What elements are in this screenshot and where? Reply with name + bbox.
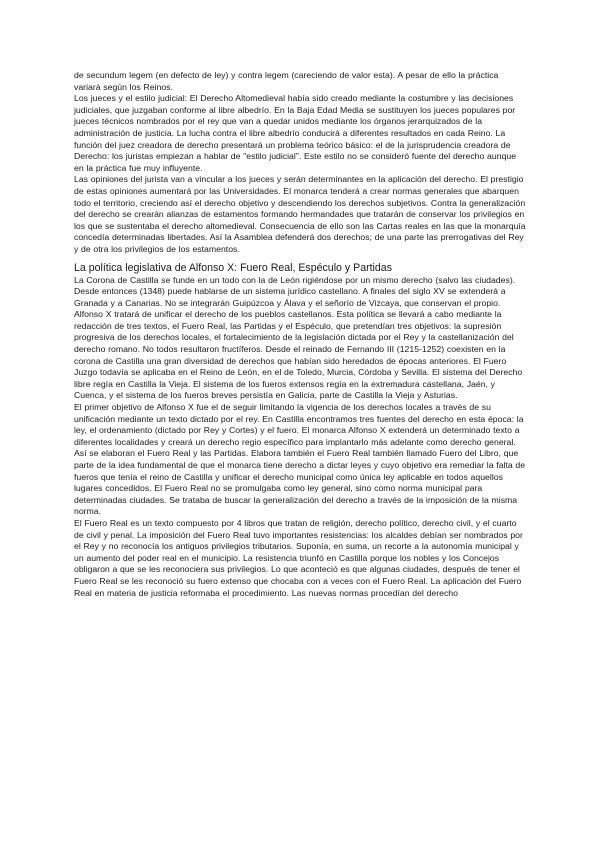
document-page: [74, 70, 526, 599]
paragraph-fuero-real-libros: El Fuero Real es un texto compuesto por 4 libros que tratan de religión, derecho político, derecho civil, y el cuarto de civil y penal. La imposición del Fuero Real tuvo importantes resistencias: los alcaldes debían ser nombrados por el Rey y no reconocía los antiguos privilegios tributarios. Suponía, en suma, un recorte a la autonomía municipal y un aumento del poder real en el municipio. La resistencia triunfó en Castilla porque los nobles y los Concejos obligaron a que se les reconociera sus privilegios. Lo que aconteció es que algunas ciudades, después de tener el Fuero Real se les reconoció su fuero extenso que chocaba con a veces con el Fuero Real. La aplicación del Fuero Real en materia de justicia reformaba el procedimiento. Las nuevas normas procedían del derecho: [74, 517, 523, 598]
paragraph-secundum-legem: de secundum legem (en defecto de ley) y contra legem (careciendo de valor esta). A pesar de ello la práctica variará según los Reinos.: [74, 70, 499, 92]
paragraph-opiniones-jurista: Las opiniones del jurista van a vincular a los jueces y serán determinantes en la aplicación del derecho. El prestigio de estas opiniones aumentará por las Universidades. El monarca tenderá a crear normas generales que abarquen todo el territorio, creciendo así el derecho objetivo y descendiendo los derechos subjetivos. Contra la generalización del derecho se crearán alianzas de estamentos formando hermandades que tratarán de conservar los privilegios en los que se sustentaba el derecho altomedieval. Consecuencia de ello son las Cartas reales en las que la monarquía concedía determinadas libertades. Así la Asamblea defenderá dos derechos; de una parte las prerrogativas del Rey y de otra los privilegios de los estamentos.: [74, 174, 526, 254]
paragraph-unificar-derecho: Alfonso X tratará de unificar el derecho de los pueblos castellanos. Esta política se llevará a cabo mediante la redacción de tres textos, el Fuero Real, las Partidas y el Espéculo, que pretendían tres objetivos: la supresión progresiva de los derechos locales, el fortalecimiento de la legislación dictada por el Rey y la castellanización del derecho romano. No todos resultaron fructíferos. Desde el reinado de Fernando III (1215-1252) coexisten en la corona de Castilla una gran diversidad de derechos que habían sido heredados de épocas anteriores. El Fuero Juzgo todavía se aplicaba en el Reino de León, en el de Toledo, Murcia, Córdoba y Sevilla. El sistema del Derecho libre regía en Castilla la Vieja. El sistema de los fueros extensos regía en la extremadura castellana, Jaén, y Cuenca, y el sistema de los fueros breves persistía en Galicia, parte de Castilla la Vieja y Asturias.: [74, 309, 523, 401]
paragraph-corona-castilla: La Corona de Castilla se funde en un todo con la de León rigiéndose por un mismo derecho (salvo las ciudades). Desde entonces (1348) puede hablarse de un sistema jurídico castellano. A finales del siglo XV se extenderá a Granada y a Canarias. No se integrarán Guipúzcoa y Álava y el señorío de Vizcaya, que conservan el propio.: [74, 274, 516, 308]
section-heading-politica-legislativa: La política legislativa de Alfonso X: Fuero Real, Espéculo y Partidas: [74, 261, 392, 274]
paragraph-primer-objetivo: El primer objetivo de Alfonso X fue el de seguir limitando la vigencia de los derechos locales a través de su unificación mediante un texto dictado por el rey. En Castilla encontramos tres fuentes del derecho en esta época: la ley, el ordenamiento (dictado por Rey y Cortes) y el fuero. El monarca Alfonso X extenderá un determinado texto a diferentes localidades y creará un derecho regio específico para implantarlo más adelante como derecho general. Así se elaboran el Fuero Real y las Partidas. Elabora también el Fuero Real también llamado Fuero del Libro, que parte de la idea fundamental de que el monarca tiene derecho a dictar leyes y cuyo objetivo era remediar la falta de fueros que tenía el reino de Castilla y unificar el derecho municipal como única ley aplicable en todos aquellos lugares concedidos. El Fuero Real no se promulgaba como ley general, sino como norma municipal para determinadas ciudades. Se trataba de buscar la generalización del derecho a través de la imposición de la misma norma.: [74, 402, 526, 517]
paragraph-jueces-estilo-judicial: Los jueces y el estilo judicial: El Derecho Altomedieval había sido creado mediante la costumbre y las decisiones judiciales, que juzgaban conforme al libre albedrío. En la Baja Edad Media se sustituyen los jueces populares por jueces técnicos nombrados por el rey que van a quedar unidos mediante los órganos jerarquizados de la administración de justicia. La lucha contra el libre albedrío conducirá a diferentes resultados en cada Reino. La función del juez creadora de derecho presentará un problema teórico básico: el de la jurisprudencia creadora de Derecho: los juristas empiezan a hablar de "estilo judicial". Este estilo no se consideró fuente del derecho aunque en la práctica fue muy influyente.: [74, 93, 517, 173]
